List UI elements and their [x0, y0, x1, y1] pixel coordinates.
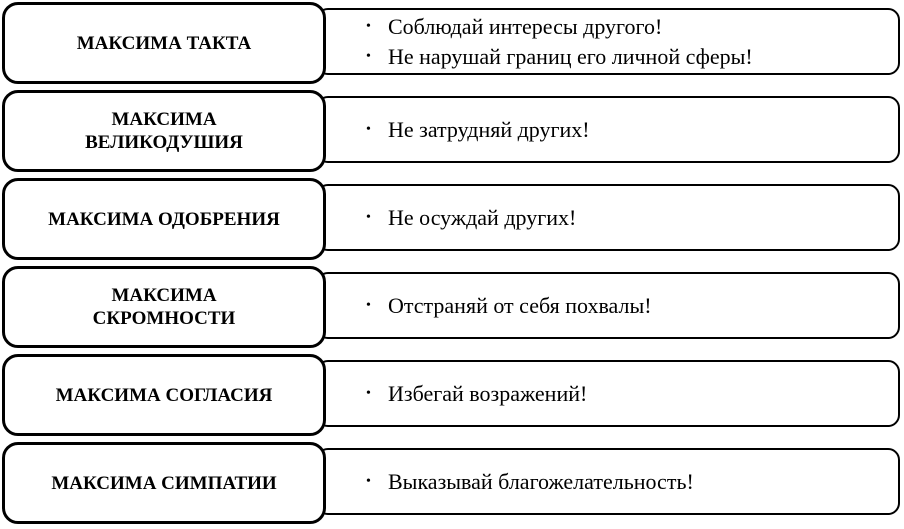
rule-item [366, 115, 898, 145]
rule-item [366, 379, 898, 409]
maxim-name-box: МАКСИМА ОДОБРЕНИЯ [2, 178, 326, 260]
bullet-icon: • [366, 18, 371, 34]
maxim-row-sympathy [0, 440, 904, 526]
maxim-row-generosity [0, 88, 904, 174]
bullet-icon: • [366, 209, 371, 225]
rules-list [366, 291, 898, 321]
rule-text: Отстраняй от себя похвалы! [388, 292, 652, 318]
rule-item [366, 42, 898, 72]
rules-list [366, 379, 898, 409]
maxim-row-modesty [0, 264, 904, 350]
rule-text: Не осуждай других! [388, 204, 577, 230]
bullet-icon: • [366, 385, 371, 401]
maxim-rules-box [316, 184, 900, 251]
maxim-rules-box [316, 96, 900, 163]
rule-text: Соблюдай интересы другого! [388, 13, 663, 39]
maxim-name-box: МАКСИМА ВЕЛИКОДУШИЯ [2, 90, 326, 172]
rule-item [366, 12, 898, 42]
maxim-name-box: МАКСИМА СКРОМНОСТИ [2, 266, 326, 348]
rules-list [366, 115, 898, 145]
maxim-rules-box [316, 448, 900, 515]
bullet-icon: • [366, 473, 371, 489]
maxim-row-agreement [0, 352, 904, 438]
rules-list [366, 203, 898, 233]
maxim-name-box: МАКСИМА СОГЛАСИЯ [2, 354, 326, 436]
rules-list [366, 467, 898, 497]
maxim-rules-box [316, 360, 900, 427]
rule-text: Не нарушай границ его личной сферы! [388, 43, 753, 69]
bullet-icon: • [366, 297, 371, 313]
maxim-row-tact [0, 0, 904, 86]
rule-item [366, 467, 898, 497]
rule-text: Избегай возражений! [388, 380, 588, 406]
maxim-rules-box [316, 272, 900, 339]
rule-text: Выказывай благожелательность! [388, 468, 694, 494]
bullet-icon: • [366, 48, 371, 64]
rules-list [366, 12, 898, 72]
maxim-name-box: МАКСИМА ТАКТА [2, 2, 326, 84]
rule-item [366, 291, 898, 321]
maxim-rules-box [316, 8, 900, 75]
rule-item [366, 203, 898, 233]
bullet-icon: • [366, 121, 371, 137]
maxim-row-approbation [0, 176, 904, 262]
rule-text: Не затрудняй других! [388, 116, 590, 142]
maxim-name-box: МАКСИМА СИМПАТИИ [2, 442, 326, 524]
